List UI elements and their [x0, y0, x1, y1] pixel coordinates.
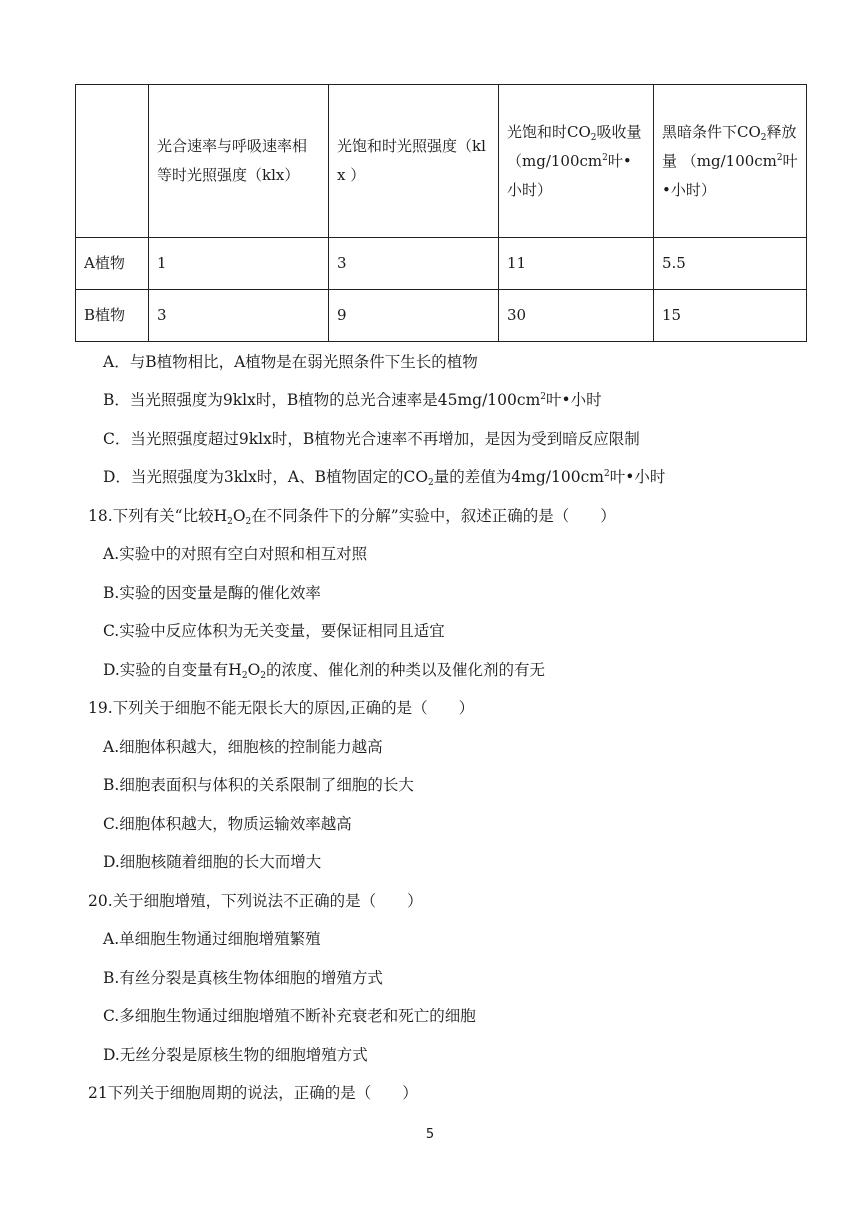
q19-stem: 19.下列关于细胞不能无限长大的原因,正确的是（ ） — [88, 699, 475, 717]
q18-option-c: C.实验中反应体积为无关变量，要保证相同且适宜 — [103, 622, 445, 640]
q19-option-b: B.细胞表面积与体积的关系限制了细胞的长大 — [103, 776, 414, 794]
row-label: B植物 — [76, 290, 149, 342]
header-cell-saturation-light: 光饱和时光照强度（klx ） — [329, 85, 499, 238]
table-cell: 11 — [499, 238, 654, 290]
table-cell: 1 — [149, 238, 329, 290]
table-cell: 3 — [149, 290, 329, 342]
q20-option-d: D.无丝分裂是原核生物的细胞增殖方式 — [103, 1046, 368, 1064]
q19-option-a: A.细胞体积越大，细胞核的控制能力越高 — [103, 738, 383, 756]
q21-stem: 21下列关于细胞周期的说法，正确的是（ ） — [88, 1084, 418, 1102]
q17-option-d: D．当光照强度为3klx时，A、B植物固定的$CO_2$量的差值为$4mg/100cm^2$叶•小时 — [103, 468, 666, 488]
table-cell: 5.5 — [654, 238, 807, 290]
row-label: A植物 — [76, 238, 149, 290]
header-cell-compensation-light: 光合速率与呼吸速率相等时光照强度（klx） — [149, 85, 329, 238]
header-cell-empty — [76, 85, 149, 238]
q20-option-b: B.有丝分裂是真核生物体细胞的增殖方式 — [103, 969, 383, 987]
q20-stem: 20.关于细胞增殖，下列说法不正确的是（ ） — [88, 892, 423, 910]
table-cell: 30 — [499, 290, 654, 342]
q18-option-a: A.实验中的对照有空白对照和相互对照 — [103, 545, 368, 563]
table-cell: 3 — [329, 238, 499, 290]
table-cell: 15 — [654, 290, 807, 342]
q17-option-b: B．当光照强度为9klx时，B植物的总光合速率是$45mg/100cm^2$叶•小时 — [103, 391, 602, 409]
table-header-row — [76, 85, 807, 238]
table-cell: 9 — [329, 290, 499, 342]
header-cell-co2-absorption: 光饱和时$CO_2$吸收量（$mg/100cm^2$叶•小时） — [499, 85, 654, 238]
light-data-table — [75, 84, 807, 342]
table-row — [76, 290, 807, 342]
q17-option-c: C．当光照强度超过9klx时，B植物光合速率不再增加，是因为受到暗反应限制 — [103, 430, 640, 448]
q18-stem: 18.下列有关“比较$H_2O_2$在不同条件下的分解”实验中，叙述正确的是（ ） — [88, 507, 616, 527]
q17-option-a: A．与B植物相比，A植物是在弱光照条件下生长的植物 — [103, 353, 478, 371]
q19-option-d: D.细胞核随着细胞的长大而增大 — [103, 853, 322, 871]
q20-option-c: C.多细胞生物通过细胞增殖不断补充衰老和死亡的细胞 — [103, 1007, 476, 1025]
q18-option-d: D.实验的自变量有$H_2O_2$的浓度、催化剂的种类以及催化剂的有无 — [103, 661, 546, 681]
q18-option-b: B.实验的因变量是酶的催化效率 — [103, 584, 321, 602]
header-cell-co2-release: 黑暗条件下$CO_2$释放量 （$mg/100cm^2$叶•小时） — [654, 85, 807, 238]
q20-option-a: A.单细胞生物通过细胞增殖繁殖 — [103, 930, 321, 948]
table-row — [76, 238, 807, 290]
page-number: 5 — [425, 1127, 435, 1142]
q19-option-c: C.细胞体积越大，物质运输效率越高 — [103, 815, 352, 833]
